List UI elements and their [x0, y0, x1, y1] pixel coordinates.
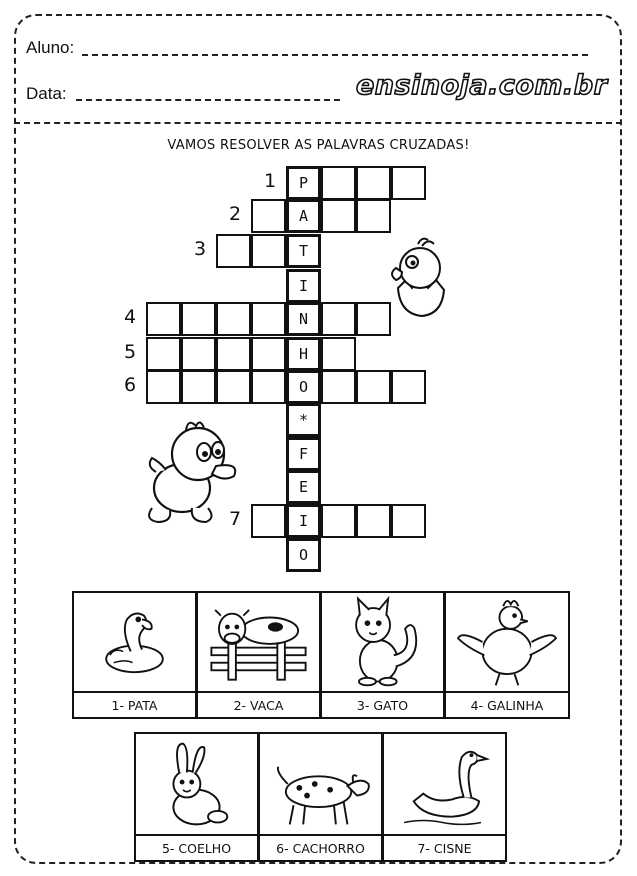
crossword-cell[interactable]: [321, 504, 356, 538]
animal-label: 6- CACHORRO: [276, 841, 365, 856]
aluno-field[interactable]: [82, 54, 588, 56]
rabbit-icon: [136, 734, 257, 834]
crossword-cell[interactable]: [321, 337, 356, 371]
aluno-label: Aluno:: [26, 38, 75, 57]
crossword-cell[interactable]: [356, 166, 391, 200]
clue-number: 3: [194, 238, 207, 260]
animal-label: 4- GALINHA: [470, 698, 544, 713]
clue-number: 6: [124, 374, 137, 396]
crossword-cell[interactable]: [216, 370, 251, 404]
page-title: VAMOS RESOLVER AS PALAVRAS CRUZADAS!: [167, 138, 470, 153]
crossword-key-cell[interactable]: *: [286, 403, 321, 437]
crossword-cell[interactable]: [251, 302, 286, 336]
crossword-cell[interactable]: [391, 370, 426, 404]
header-divider: [14, 122, 622, 124]
crossword-cell[interactable]: [181, 370, 216, 404]
crossword-key-cell[interactable]: O: [286, 538, 321, 572]
animal-picture: [198, 593, 319, 693]
crossword-cell[interactable]: [391, 166, 426, 200]
crossword-cell[interactable]: [216, 234, 251, 268]
animal-card: [196, 591, 321, 719]
clue-number: 4: [124, 306, 137, 328]
duck-icon: [74, 593, 195, 691]
clue-number: 1: [264, 170, 277, 192]
crossword-cell[interactable]: [146, 302, 181, 336]
animal-card: [134, 732, 259, 862]
brand-logo: ensinoja.com.br: [356, 70, 608, 101]
crossword-cell[interactable]: [181, 302, 216, 336]
animal-label: 3- GATO: [356, 698, 409, 713]
animal-picture: [260, 734, 381, 836]
crossword-cell[interactable]: [251, 504, 286, 538]
crossword-cell[interactable]: [251, 199, 286, 233]
animal-picture: [136, 734, 257, 836]
crossword-key-cell[interactable]: H: [286, 337, 321, 371]
crossword-cell[interactable]: [251, 370, 286, 404]
crossword-cell[interactable]: [321, 302, 356, 336]
hen-icon: [446, 593, 568, 691]
crossword-cell[interactable]: [251, 337, 286, 371]
cow-icon: [198, 593, 319, 691]
crossword-key-cell[interactable]: F: [286, 437, 321, 471]
dog-icon: [260, 734, 381, 834]
crossword-cell[interactable]: [216, 302, 251, 336]
crossword-key-cell[interactable]: T: [286, 234, 321, 268]
animal-label: 2- VACA: [233, 698, 284, 713]
duckling-icon: [142, 412, 248, 530]
crossword-cell[interactable]: [216, 337, 251, 371]
animal-label: 5- COELHO: [161, 841, 232, 856]
crossword-cell[interactable]: [251, 234, 286, 268]
clue-number: 2: [229, 203, 242, 225]
animal-picture: [446, 593, 568, 693]
crossword-cell[interactable]: [321, 166, 356, 200]
animal-card: [444, 591, 570, 719]
animal-card: [258, 732, 383, 862]
crossword-cell[interactable]: [321, 199, 356, 233]
crossword-cell[interactable]: [181, 337, 216, 371]
crossword-cell[interactable]: [356, 504, 391, 538]
animal-card: [320, 591, 445, 719]
animal-picture: [74, 593, 195, 693]
crossword-cell[interactable]: [391, 504, 426, 538]
crossword-key-cell[interactable]: O: [286, 370, 321, 404]
chick-icon: [378, 228, 458, 320]
animal-label: 7- CISNE: [417, 841, 472, 856]
animal-picture: [384, 734, 505, 836]
clue-number: 5: [124, 341, 137, 363]
animal-picture: [322, 593, 443, 693]
crossword-key-cell[interactable]: E: [286, 470, 321, 504]
crossword-cell[interactable]: [321, 370, 356, 404]
crossword-cell[interactable]: [356, 370, 391, 404]
crossword-cell[interactable]: [146, 370, 181, 404]
data-label: Data:: [26, 84, 67, 103]
crossword-key-cell[interactable]: I: [286, 504, 321, 538]
crossword-cell[interactable]: [146, 337, 181, 371]
data-field[interactable]: [76, 99, 340, 101]
crossword-key-cell[interactable]: I: [286, 269, 321, 303]
cat-icon: [322, 593, 443, 691]
crossword-key-cell[interactable]: N: [286, 302, 321, 336]
animal-card: [72, 591, 197, 719]
clue-number: 7: [229, 508, 242, 530]
crossword-key-cell[interactable]: P: [286, 166, 321, 200]
crossword-key-cell[interactable]: A: [286, 199, 321, 233]
animal-label: 1- PATA: [111, 698, 158, 713]
animal-card: [382, 732, 507, 862]
swan-icon: [384, 734, 505, 834]
